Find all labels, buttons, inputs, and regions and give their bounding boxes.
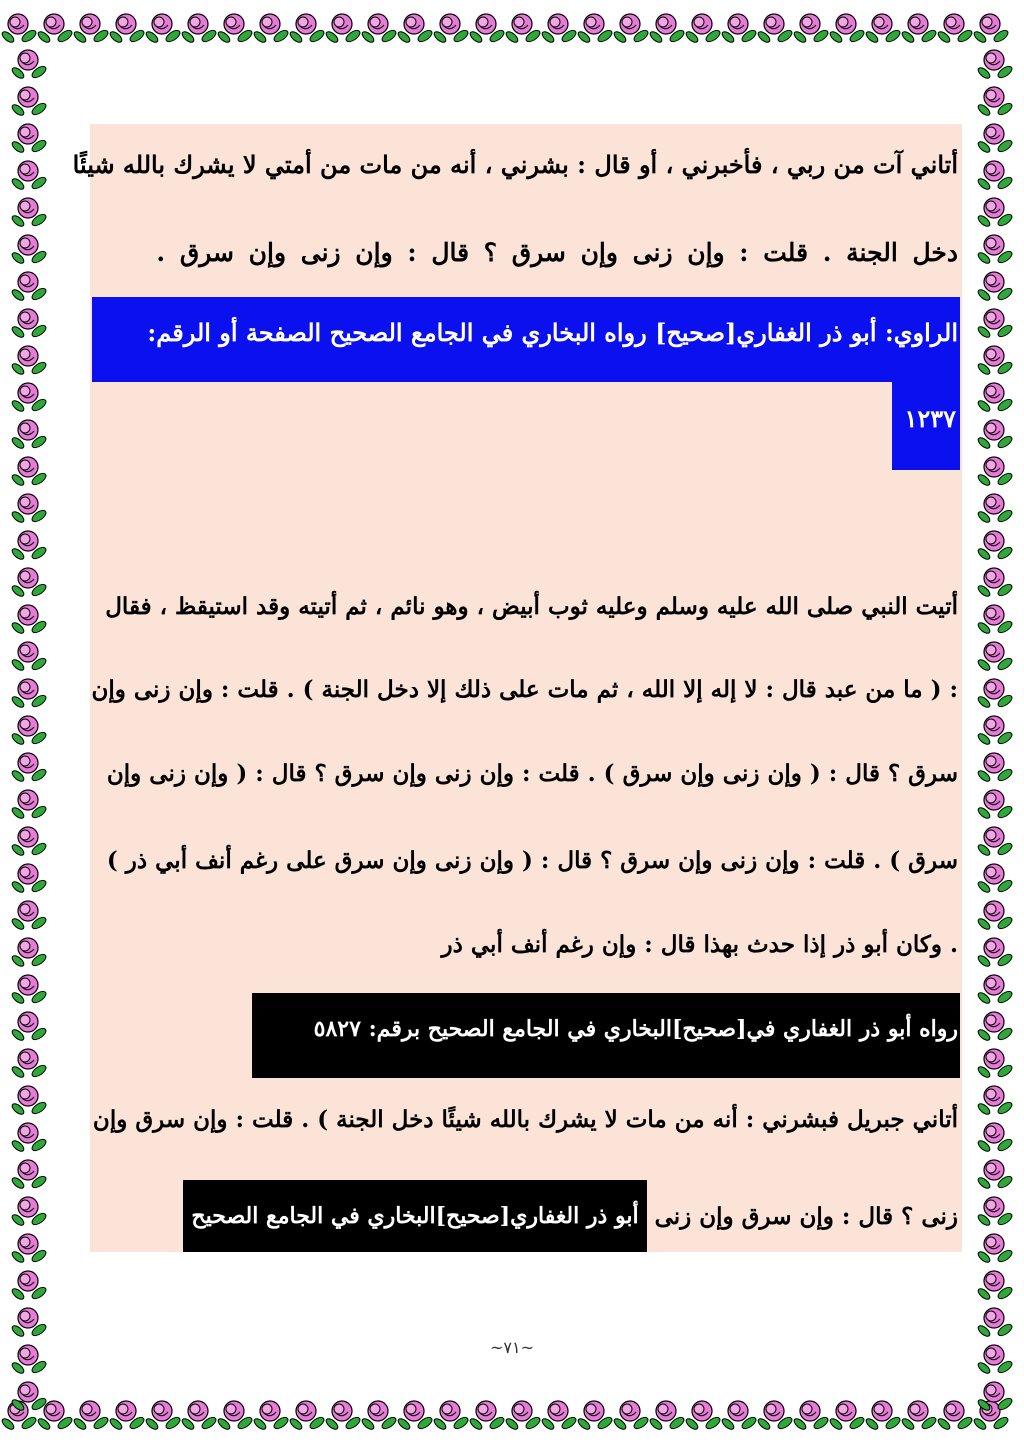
rose-flower-icon (756, 14, 793, 44)
rose-flower-icon (252, 14, 289, 44)
rose-flower-icon (976, 1308, 1013, 1338)
rose-flower-icon (976, 383, 1013, 413)
rose-flower-icon (144, 1401, 181, 1431)
rose-flower-icon (180, 1401, 217, 1431)
rose-flower-icon (10, 790, 47, 820)
rose-flower-icon (216, 14, 253, 44)
rose-flower-icon (976, 531, 1013, 561)
rose-flower-icon (756, 1401, 793, 1431)
rose-flower-icon (976, 753, 1013, 783)
rose-flower-icon (10, 1160, 47, 1190)
hadith2-line5: . وكان أبو ذر إذا حدث بهذا قال : وإن رغم أنف أبي ذر (441, 931, 958, 958)
rose-flower-icon (976, 161, 1013, 191)
rose-flower-icon (976, 309, 1013, 339)
rose-flower-icon (10, 901, 47, 931)
rose-flower-icon (684, 14, 721, 44)
rose-flower-icon (252, 1401, 289, 1431)
rose-flower-icon (432, 14, 469, 44)
rose-flower-icon (468, 14, 505, 44)
rose-flower-icon (976, 1012, 1013, 1042)
rose-flower-icon (72, 14, 109, 44)
rose-flower-icon (10, 235, 47, 265)
rose-flower-icon (10, 864, 47, 894)
rose-flower-icon (976, 605, 1013, 635)
rose-flower-icon (10, 642, 47, 672)
rose-flower-icon (10, 383, 47, 413)
rose-flower-icon (976, 50, 1013, 80)
rose-flower-icon (10, 605, 47, 635)
page-number: ~٧١~ (490, 1338, 534, 1357)
rose-flower-icon (10, 161, 47, 191)
citation1-text: الراوي: أبو ذر الغفاري[صحيح] رواه البخاري في الجامع الصحيح الصفحة أو الرقم: (147, 318, 958, 347)
rose-flower-icon (976, 1086, 1013, 1116)
rose-flower-icon (976, 1271, 1013, 1301)
rose-flower-icon (720, 1401, 757, 1431)
rose-flower-icon (976, 901, 1013, 931)
rose-flower-icon (10, 827, 47, 857)
rose-flower-icon (828, 1401, 865, 1431)
rose-flower-icon (792, 14, 829, 44)
rose-flower-icon (900, 14, 937, 44)
rose-flower-icon (976, 975, 1013, 1005)
rose-flower-icon (864, 1401, 901, 1431)
rose-flower-icon (900, 1401, 937, 1431)
rose-flower-icon (216, 1401, 253, 1431)
rose-flower-icon (10, 1123, 47, 1153)
rose-flower-icon (976, 1234, 1013, 1264)
hadith2-line1: أتيت النبي صلى الله عليه وسلم وعليه ثوب أبيض ، وهو نائم ، ثم أتيته وقد استيقظ ، فقال (105, 593, 958, 620)
rose-flower-icon (72, 1401, 109, 1431)
hadith2-line3: سرق ؟ قال : ( وإن زنى وإن سرق ) . قلت : وإن زنى وإن سرق ؟ قال : ( وإن زنى وإن (106, 760, 958, 787)
hadith3-line2-text: زنى ؟ قال : وإن سرق وإن زنى (654, 1202, 958, 1230)
rose-flower-icon (976, 124, 1013, 154)
rose-flower-icon (976, 235, 1013, 265)
rose-flower-icon (10, 679, 47, 709)
rose-flower-icon (976, 568, 1013, 598)
rose-flower-icon (976, 1382, 1013, 1412)
rose-flower-icon (10, 1049, 47, 1079)
rose-flower-icon (10, 457, 47, 487)
rose-flower-icon (10, 346, 47, 376)
rose-flower-icon (976, 827, 1013, 857)
hadith1-line1: أتاني آت من ربي ، فأخبرني ، أو قال : بشرني ، أنه من مات من أمتي لا يشرك بالله شيئًا (72, 150, 958, 179)
rose-flower-icon (10, 531, 47, 561)
rose-flower-icon (976, 494, 1013, 524)
rose-flower-icon (10, 272, 47, 302)
rose-flower-icon (108, 14, 145, 44)
rose-flower-icon (648, 14, 685, 44)
rose-flower-icon (612, 1401, 649, 1431)
rose-flower-icon (10, 1086, 47, 1116)
rose-flower-icon (10, 1234, 47, 1264)
rose-flower-icon (10, 494, 47, 524)
rose-flower-icon (976, 938, 1013, 968)
rose-flower-icon (976, 457, 1013, 487)
rose-border-top (0, 0, 1024, 66)
rose-flower-icon (360, 1401, 397, 1431)
rose-flower-icon (828, 14, 865, 44)
rose-flower-icon (976, 1049, 1013, 1079)
rose-border-left (0, 0, 62, 1449)
rose-flower-icon (976, 420, 1013, 450)
rose-flower-icon (324, 1401, 361, 1431)
rose-flower-icon (10, 1197, 47, 1227)
rose-flower-icon (976, 87, 1013, 117)
rose-flower-icon (10, 1012, 47, 1042)
hadith1-line2: دخل الجنة . قلت : وإن زنى وإن سرق ؟ قال : وإن زنى وإن سرق . (156, 238, 958, 267)
rose-flower-icon (10, 1271, 47, 1301)
rose-flower-icon (288, 14, 325, 44)
rose-flower-icon (720, 14, 757, 44)
rose-flower-icon (540, 14, 577, 44)
rose-flower-icon (180, 14, 217, 44)
hadith3-line2 (183, 1180, 958, 1252)
rose-flower-icon (10, 716, 47, 746)
rose-flower-icon (10, 309, 47, 339)
citation3-text: أبو ذر الغفاري[صحيح]البخاري في الجامع الصحيح (183, 1180, 646, 1252)
citation1-number: ١٢٣٧ (904, 404, 956, 433)
rose-flower-icon (10, 198, 47, 228)
rose-flower-icon (976, 790, 1013, 820)
rose-flower-icon (792, 1401, 829, 1431)
rose-flower-icon (10, 975, 47, 1005)
hadith2-line2: : ( ما من عبد قال : لا إله إلا الله ، ثم مات على ذلك إلا دخل الجنة ) . قلت : وإن زنى وإن (91, 676, 958, 703)
rose-flower-icon (976, 864, 1013, 894)
rose-flower-icon (360, 14, 397, 44)
hadith2-line4: سرق ) . قلت : وإن زنى وإن سرق ؟ قال : ( وإن زنى وإن سرق على رغم أنف أبي ذر ) (106, 847, 958, 874)
rose-flower-icon (10, 1308, 47, 1338)
hadith3-line1: أتاني جبريل فبشرني : أنه من مات لا يشرك بالله شيئًا دخل الجنة ) . قلت : وإن سرق وإن (92, 1106, 958, 1133)
rose-flower-icon (976, 1123, 1013, 1153)
rose-flower-icon (976, 1197, 1013, 1227)
rose-flower-icon (684, 1401, 721, 1431)
rose-flower-icon (396, 1401, 433, 1431)
rose-flower-icon (10, 1382, 47, 1412)
rose-flower-icon (976, 1160, 1013, 1190)
rose-flower-icon (144, 14, 181, 44)
rose-flower-icon (576, 14, 613, 44)
rose-flower-icon (976, 716, 1013, 746)
citation2-text: رواه أبو ذر الغفاري في[صحيح]البخاري في الجامع الصحيح برقم: ٥٨٢٧ (313, 1016, 958, 1042)
rose-flower-icon (976, 642, 1013, 672)
rose-flower-icon (612, 14, 649, 44)
rose-flower-icon (432, 1401, 469, 1431)
rose-flower-icon (10, 420, 47, 450)
rose-flower-icon (976, 346, 1013, 376)
rose-flower-icon (504, 1401, 541, 1431)
rose-flower-icon (10, 50, 47, 80)
rose-flower-icon (648, 1401, 685, 1431)
rose-flower-icon (976, 272, 1013, 302)
rose-flower-icon (468, 1401, 505, 1431)
rose-flower-icon (324, 14, 361, 44)
rose-flower-icon (10, 124, 47, 154)
rose-border-bottom (0, 1385, 1024, 1449)
rose-border-right (962, 0, 1024, 1449)
rose-flower-icon (504, 14, 541, 44)
rose-flower-icon (108, 1401, 145, 1431)
rose-flower-icon (576, 1401, 613, 1431)
rose-flower-icon (10, 87, 47, 117)
rose-flower-icon (288, 1401, 325, 1431)
rose-flower-icon (976, 198, 1013, 228)
rose-flower-icon (10, 753, 47, 783)
rose-flower-icon (10, 568, 47, 598)
rose-flower-icon (10, 938, 47, 968)
rose-flower-icon (396, 14, 433, 44)
rose-flower-icon (540, 1401, 577, 1431)
rose-flower-icon (976, 679, 1013, 709)
rose-flower-icon (864, 14, 901, 44)
